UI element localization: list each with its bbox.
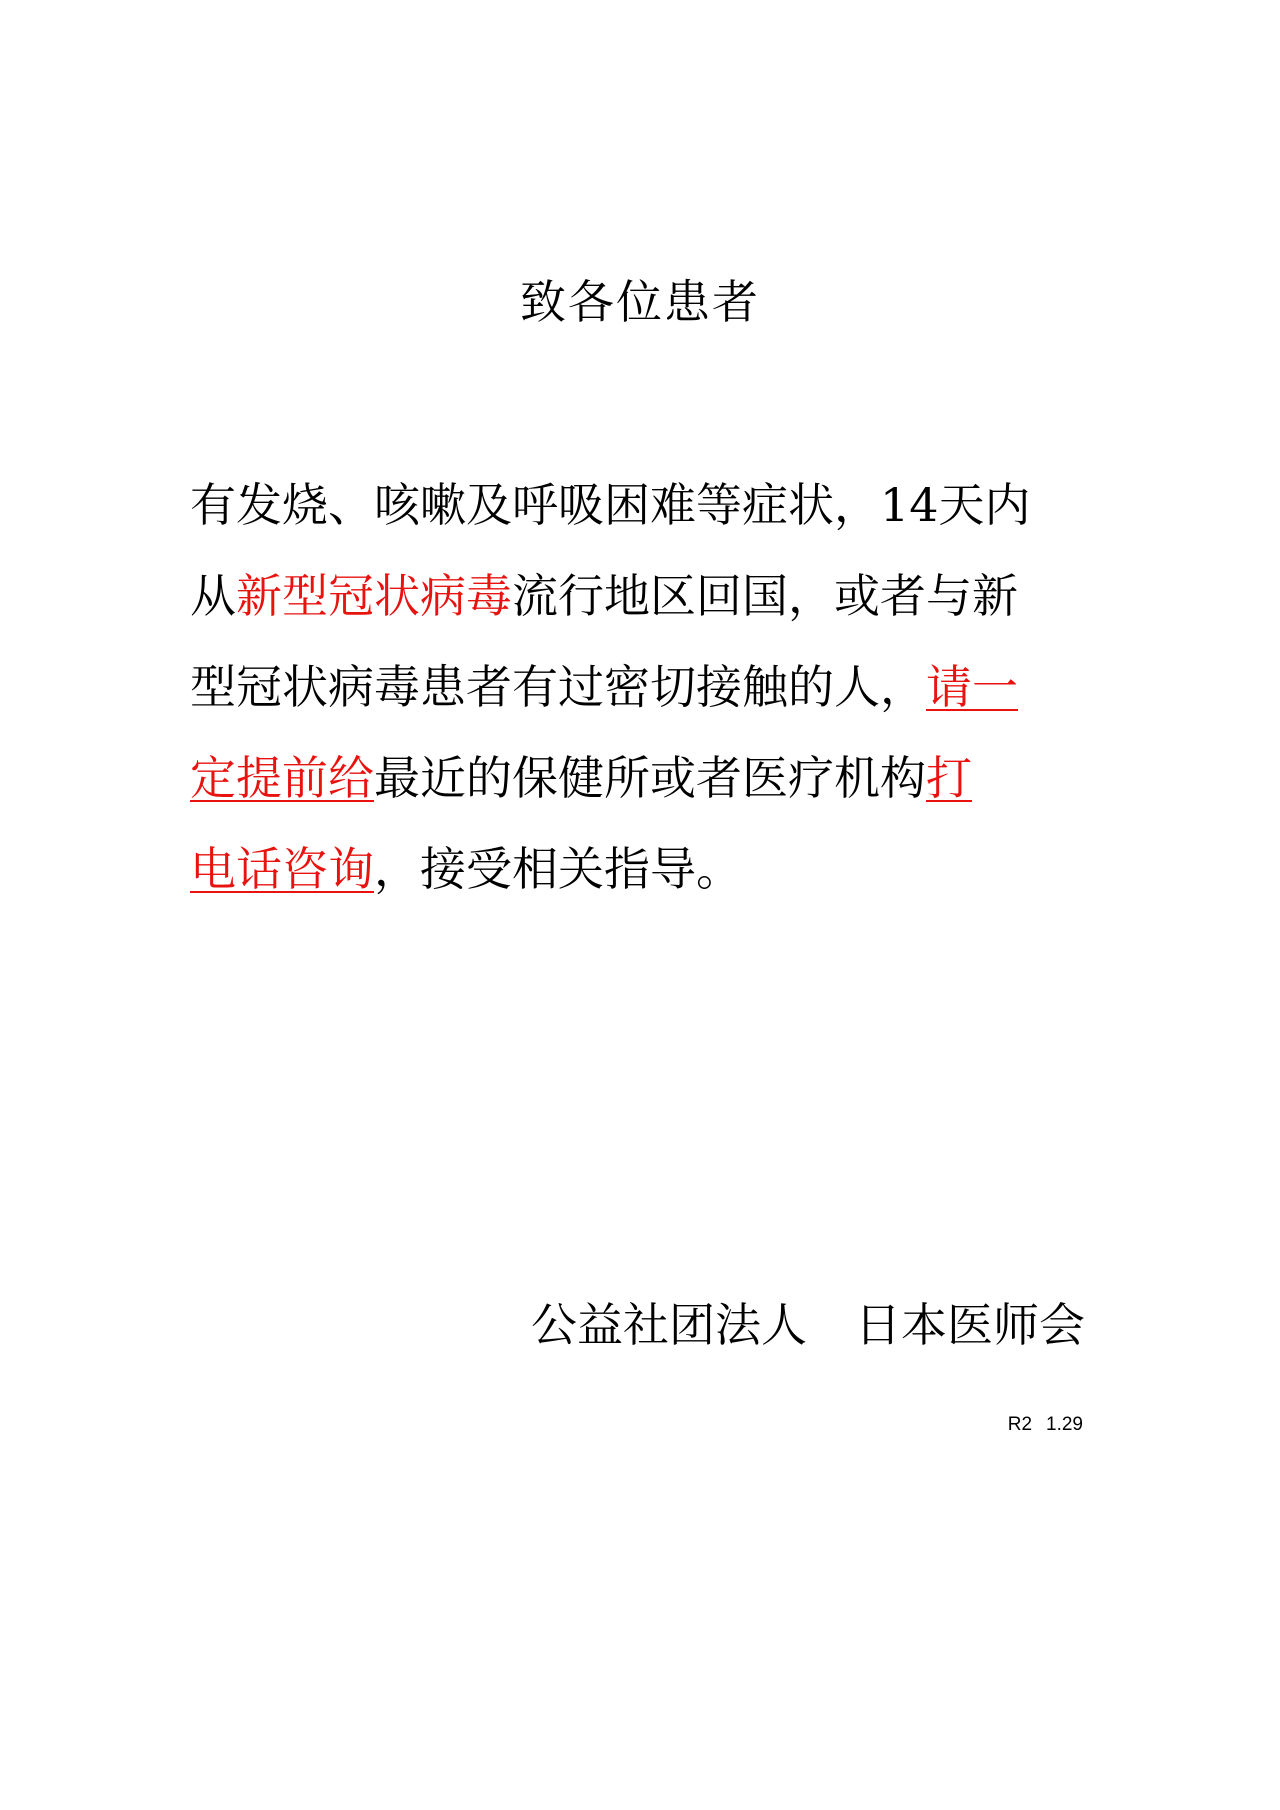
paragraph-line-4 (190, 733, 1090, 824)
line-3-prefix: 型冠状病毒患者有过密切接触的人， (190, 660, 926, 714)
phone-consult-highlight-start: 打 (926, 751, 972, 805)
issuer-org-name: 日本医师会 (855, 1298, 1085, 1352)
paragraph-line-5 (190, 824, 1090, 915)
date-value: 1.29 (1046, 1414, 1083, 1435)
line-2-prefix: 从 (190, 569, 236, 623)
notice-paragraph (190, 460, 1090, 915)
paragraph-line-3 (190, 642, 1090, 733)
phone-consult-highlight-cont: 电话咨询 (190, 842, 374, 896)
document-title: 致各位患者 (520, 275, 760, 329)
issuer-signature (531, 1295, 1085, 1355)
virus-name-highlight: 新型冠状病毒 (236, 569, 512, 623)
line-2-suffix: 流行地区回国，或者与新 (512, 569, 1018, 623)
line-1-text: 有发烧、咳嗽及呼吸困难等症状，14天内 (190, 478, 1031, 532)
document-date-code (1008, 1413, 1083, 1437)
line-5-suffix: ，接受相关指导。 (374, 842, 742, 896)
line-4-middle: 最近的保健所或者医疗机构 (374, 751, 926, 805)
call-ahead-highlight-cont: 定提前给 (190, 751, 374, 805)
date-era: R2 (1007, 1414, 1033, 1435)
paragraph-line-2 (190, 551, 1090, 642)
issuer-org-type: 公益社团法人 (531, 1298, 807, 1352)
call-ahead-highlight-start: 请一 (926, 660, 1018, 714)
paragraph-line-1 (190, 460, 1090, 551)
